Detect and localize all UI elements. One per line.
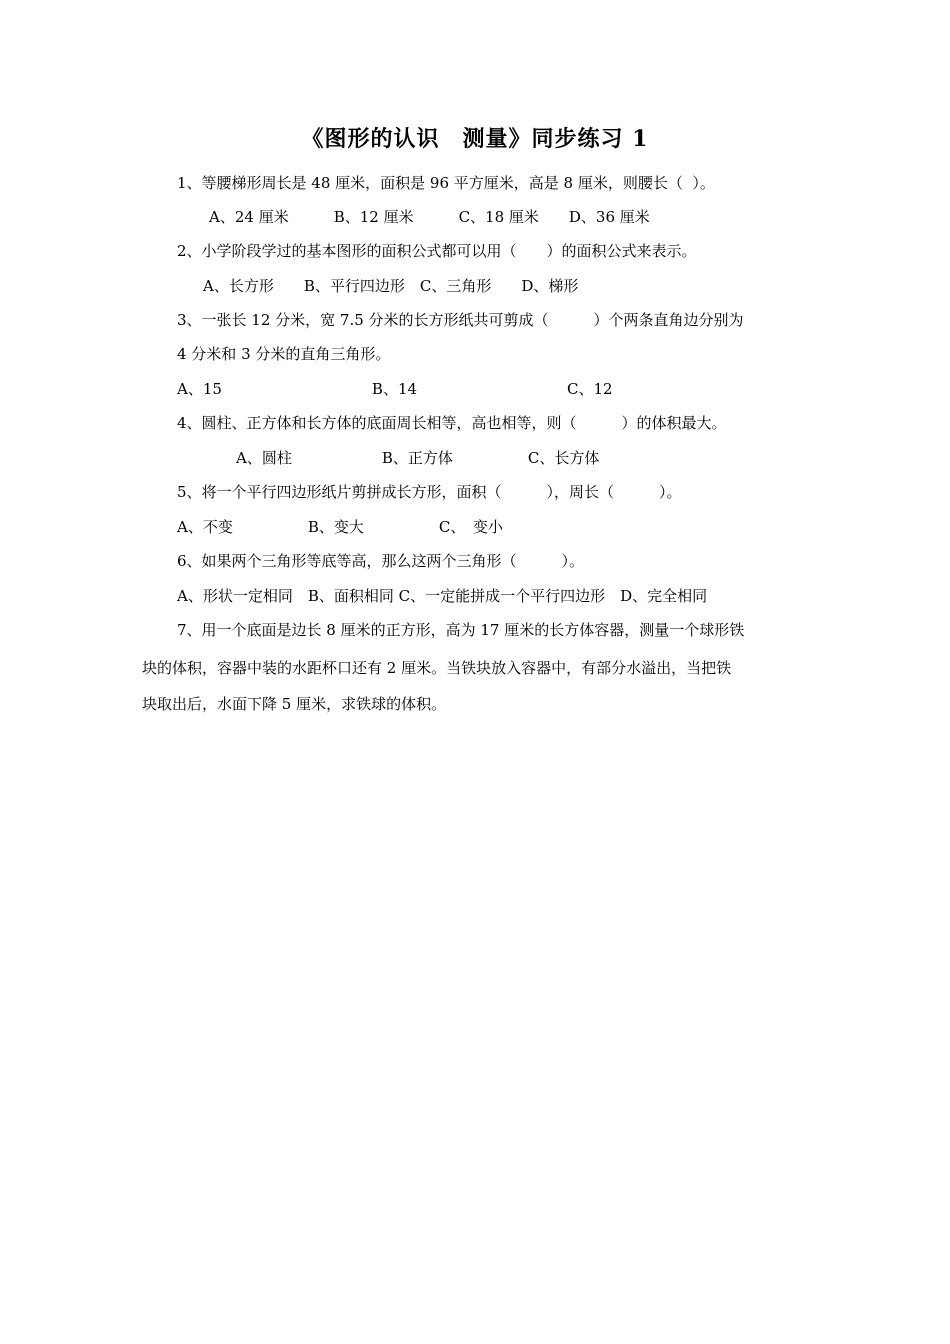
question-3-stem-line2: 4 分米和 3 分米的直角三角形。 bbox=[177, 345, 391, 363]
question-3-stem-line1: 3、一张长 12 分米，宽 7.5 分米的长方形纸共可剪成（ ）个两条直角边分别为 bbox=[177, 311, 744, 329]
question-4-options: A、圆柱 B、正方体 C、长方体 bbox=[236, 449, 600, 467]
question-7-line1: 7、用一个底面是边长 8 厘米的正方形，高为 17 厘米的长方体容器，测量一个球形铁 bbox=[177, 621, 745, 639]
question-6-stem: 6、如果两个三角形等底等高，那么这两个三角形（ ）。 bbox=[177, 552, 585, 570]
question-5-options: A、不变 B、变大 C、 变小 bbox=[177, 518, 503, 536]
question-2-stem: 2、小学阶段学过的基本图形的面积公式都可以用（ ）的面积公式来表示。 bbox=[177, 242, 697, 260]
question-5-stem: 5、将一个平行四边形纸片剪拼成长方形，面积（ ），周长（ ）。 bbox=[177, 483, 682, 501]
question-6-options: A、形状一定相同 B、面积相同 C、一定能拼成一个平行四边形 D、完全相同 bbox=[177, 587, 708, 605]
question-7-line2: 块的体积，容器中装的水距杯口还有 2 厘米。当铁块放入容器中，有部分水溢出，当把铁 bbox=[142, 659, 732, 677]
question-2-options: A、长方形 B、平行四边形 C、三角形 D、梯形 bbox=[203, 277, 579, 295]
question-4-stem: 4、圆柱、正方体和长方体的底面周长相等，高也相等，则（ ）的体积最大。 bbox=[177, 414, 727, 432]
page-title: 《图形的认识 测量》同步练习 1 bbox=[301, 126, 649, 152]
question-3-options: A、15 B、14 C、12 bbox=[177, 380, 613, 398]
question-1-stem: 1、等腰梯形周长是 48 厘米，面积是 96 平方厘米，高是 8 厘米，则腰长（ ）。 bbox=[177, 174, 715, 192]
question-1-options: A、24 厘米 B、12 厘米 C、18 厘米 D、36 厘米 bbox=[209, 208, 650, 226]
question-7-line3: 块取出后，水面下降 5 厘米，求铁球的体积。 bbox=[142, 695, 447, 713]
